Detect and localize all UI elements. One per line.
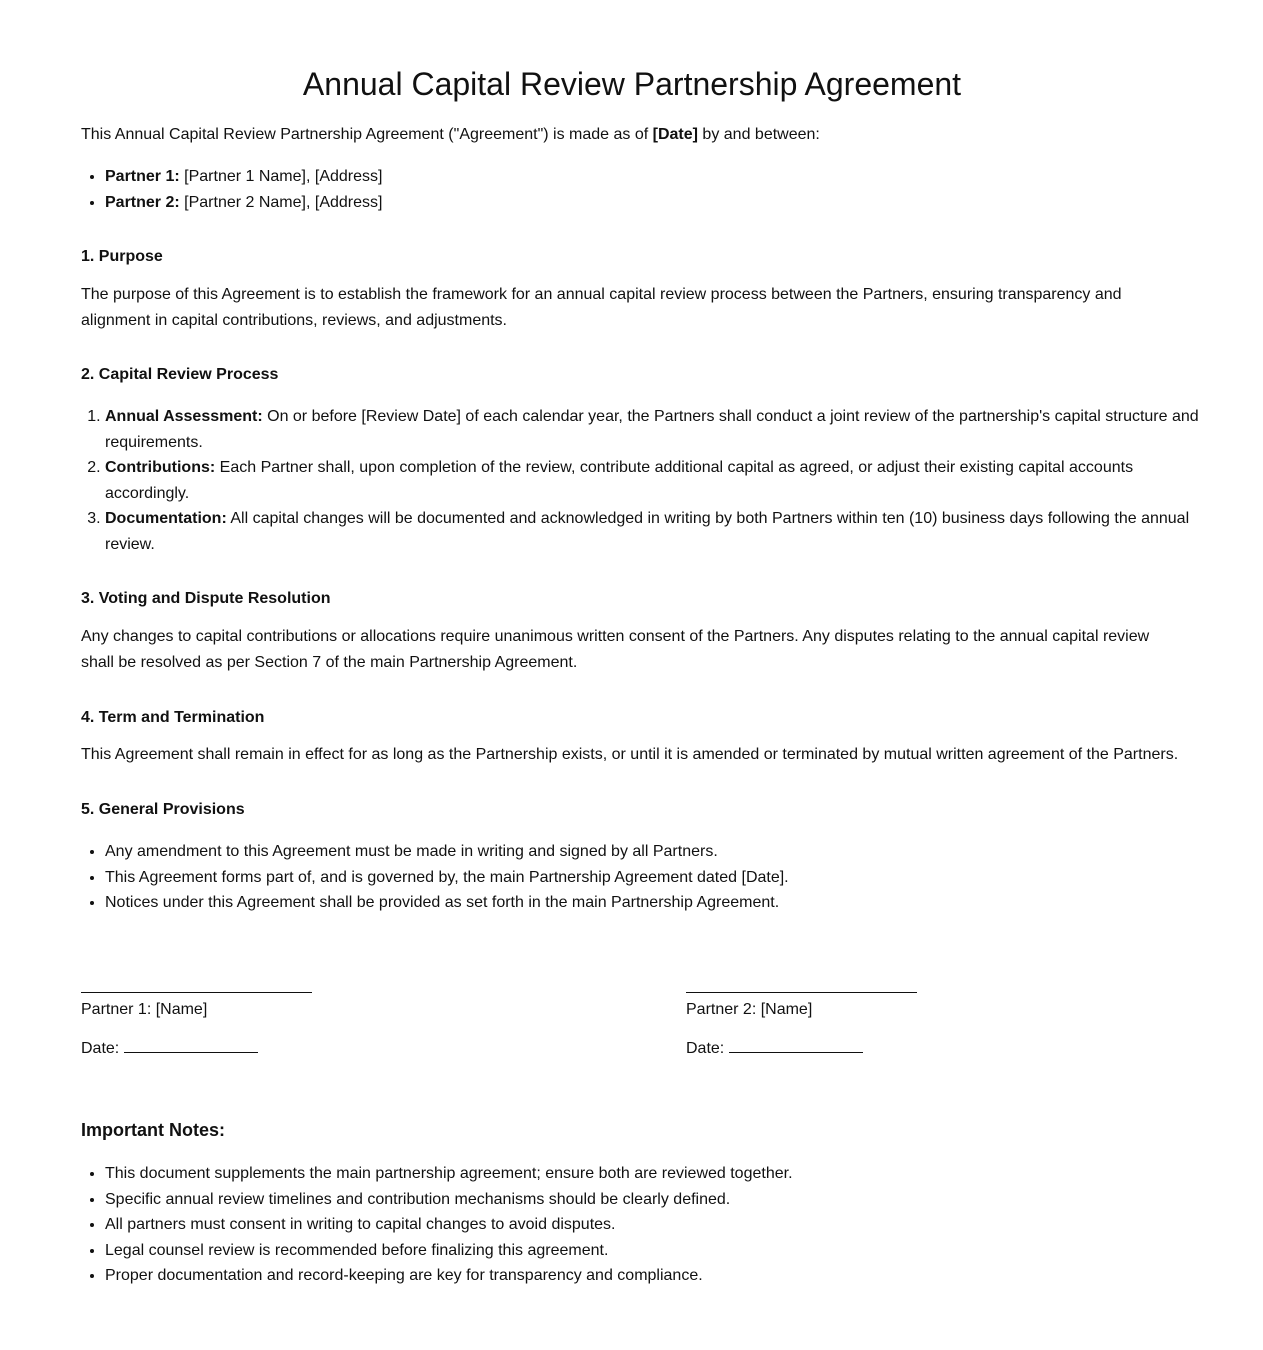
party-value: [Partner 1 Name], [Address] [179,168,383,185]
party-item [105,164,1207,190]
signature-name-partner2: Partner 2: [Name] [686,1001,813,1018]
signature-date-partner1 [81,1037,258,1060]
process-list [81,404,1207,557]
process-item-label: Annual Assessment: [105,408,263,425]
process-item-label: Documentation: [105,510,227,527]
date-label: Date: [81,1040,120,1057]
date-label: Date: [686,1040,725,1057]
section-text-voting: Any changes to capital contributions or allocations require unanimous written consent of the Partners. Any disputes relating to the annual capital review shall be resolved as per Section 7 of the main Partnership Agreement. [81,628,1150,671]
intro-text: This Annual Capital Review Partnership Agreement ("Agreement") is made as of [81,126,653,143]
parties-list [81,164,1207,215]
section-text-term: This Agreement shall remain in effect for as long as the Partnership exists, or until it is amended or terminated by mutual written agreement of the Partners. [81,746,1179,763]
signature-name-partner1: Partner 1: [Name] [81,1001,208,1018]
note-item: • This document supplements the main partnership agreement; ensure both are reviewed together. [105,1161,1207,1187]
party-label: Partner 2: [105,193,180,211]
provision-item: • Notices under this Agreement shall be provided as set forth in the main Partnership Agreement. [105,890,1207,916]
signature-date-partner2 [686,1037,863,1060]
section-heading-purpose: 1. Purpose [81,248,163,265]
process-item-text: On or before [Review Date] of each calendar year, the Partners shall conduct a joint review of the partnership's capital structure and requirements. [105,408,1199,451]
party-label: Partner 1: [105,168,180,185]
provision-item: • This Agreement forms part of, and is governed by, the main Partnership Agreement dated [Date]. [105,865,1207,891]
section-heading-term: 4. Term and Termination [81,709,265,726]
note-item: • Specific annual review timelines and contribution mechanisms should be clearly defined. [105,1187,1207,1213]
process-item-label: Contributions: [105,459,216,476]
section-heading-process: 2. Capital Review Process [81,366,279,383]
signature-line-partner2 [686,992,917,993]
provision-item: • Any amendment to this Agreement must be made in writing and signed by all Partners. [105,839,1207,865]
document-title: Annual Capital Review Partnership Agreement [302,66,962,102]
section-heading-voting: 3. Voting and Dispute Resolution [81,590,331,607]
process-item [105,506,1207,557]
party-value: [Partner 2 Name], [Address] [179,193,383,211]
process-item-text: All capital changes will be documented and acknowledged in writing by both Partners within ten (10) business days following the annual review. [105,510,1190,553]
notes-title: Important Notes: [81,1120,225,1140]
date-blank [729,1037,863,1053]
general-provisions-list [81,839,1207,916]
intro-date: [Date] [652,126,698,143]
note-item: • All partners must consent in writing to capital changes to avoid disputes. [105,1212,1207,1238]
signature-line-partner1 [81,992,312,993]
party-item [105,190,1207,216]
section-heading-general: 5. General Provisions [81,801,245,818]
notes-list [81,1161,1207,1289]
intro-paragraph [81,122,1183,148]
process-item-text: Each Partner shall, upon completion of the review, contribute additional capital as agreed, or adjust their existing capital accounts accordingly. [105,459,1134,502]
process-item [105,455,1207,506]
intro-text-end: by and between: [697,126,820,143]
date-blank [124,1037,258,1053]
note-item: • Legal counsel review is recommended before finalizing this agreement. [105,1238,1207,1264]
note-item: • Proper documentation and record-keeping are key for transparency and compliance. [105,1263,1207,1289]
process-item [105,404,1207,455]
section-text-purpose: The purpose of this Agreement is to establish the framework for an annual capital review process between the Partners, ensuring transparency and alignment in capital contributions, reviews, and adjustments. [81,286,1122,329]
